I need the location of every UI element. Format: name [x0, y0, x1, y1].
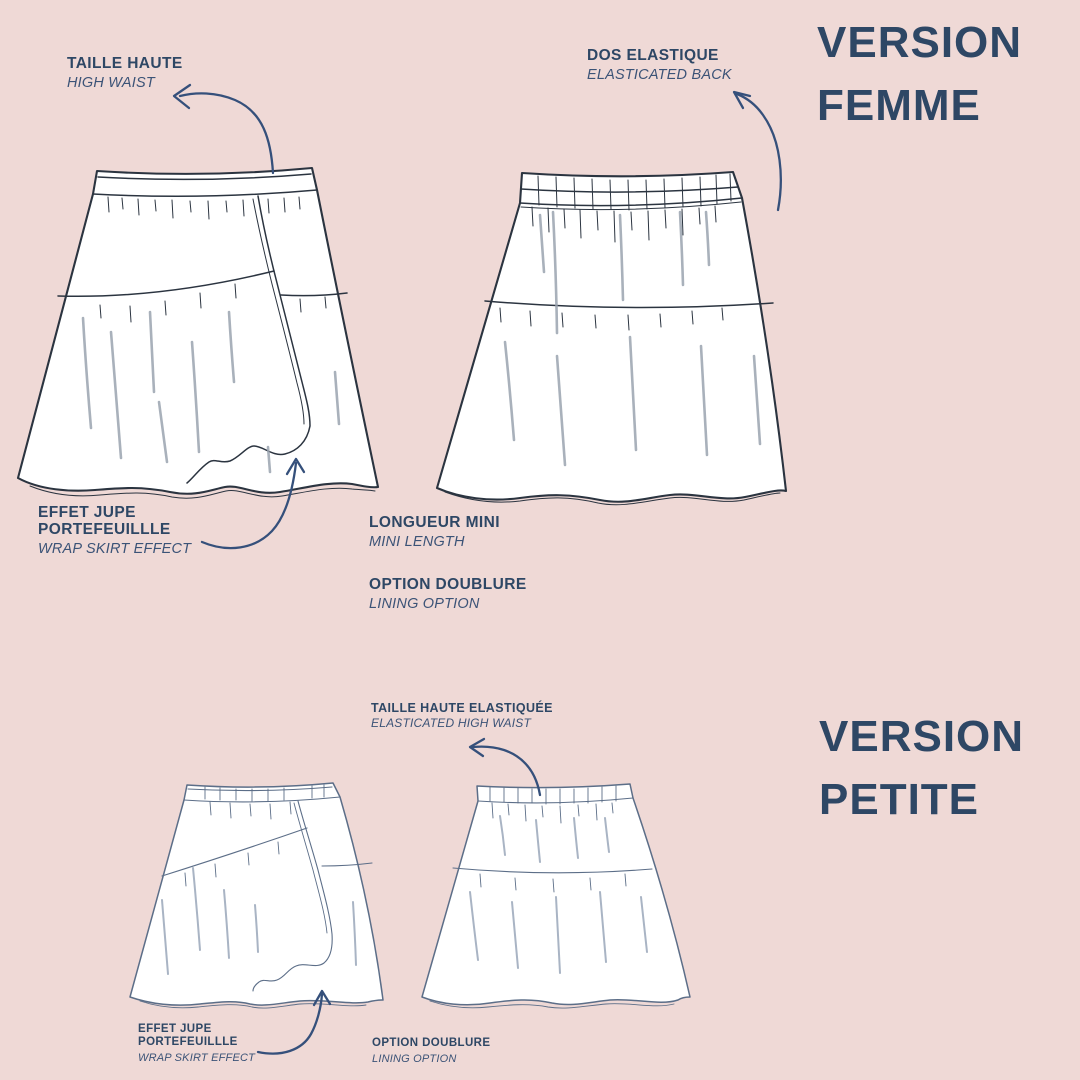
- label-effet-jupe-petite: [138, 1023, 255, 1064]
- label-taille-haute-elastiquee-en: ELASTICATED HIGH WAIST: [371, 716, 531, 730]
- label-effet-jupe-femme-fr2: PORTEFEUILLLE: [38, 521, 171, 538]
- version-femme-title-line1: VERSION: [817, 18, 1023, 67]
- version-petite-title-line2: PETITE: [819, 775, 980, 824]
- label-effet-jupe-femme-fr1: EFFET JUPE: [38, 504, 136, 521]
- label-effet-jupe-femme: [38, 504, 191, 557]
- label-longueur-mini-fr: LONGUEUR MINI: [369, 514, 500, 531]
- label-option-doublure-femme: [369, 576, 527, 612]
- label-taille-haute-elastiquee: [371, 701, 553, 730]
- label-effet-jupe-petite-en: WRAP SKIRT EFFECT: [138, 1052, 256, 1064]
- femme-front-skirt-drawing: [18, 168, 378, 498]
- label-dos-elastique-fr: DOS ELASTIQUE: [587, 47, 719, 64]
- label-effet-jupe-petite-fr2: PORTEFEUILLLE: [138, 1036, 238, 1048]
- version-femme-title: [817, 11, 1022, 137]
- version-petite-title: [819, 705, 1024, 831]
- label-option-doublure-petite-en: LINING OPTION: [372, 1053, 457, 1065]
- label-dos-elastique-en: ELASTICATED BACK: [587, 67, 732, 83]
- label-option-doublure-petite: [372, 1037, 490, 1065]
- petite-front-skirt-drawing: [130, 783, 383, 1008]
- femme-back-skirt-drawing: [437, 172, 786, 505]
- label-taille-haute-fr: TAILLE HAUTE: [67, 55, 183, 72]
- version-femme-title-line2: FEMME: [817, 81, 981, 130]
- label-option-doublure-petite-fr: OPTION DOUBLURE: [372, 1037, 491, 1049]
- label-option-doublure-femme-fr: OPTION DOUBLURE: [369, 576, 527, 593]
- label-longueur-mini: [369, 514, 500, 550]
- label-dos-elastique: [587, 47, 732, 83]
- label-longueur-mini-en: MINI LENGTH: [369, 534, 465, 550]
- arrow-dos-elastique: [737, 94, 781, 210]
- label-effet-jupe-petite-fr1: EFFET JUPE: [138, 1023, 212, 1035]
- arrow-taille-haute: [180, 93, 273, 173]
- petite-back-skirt-drawing: [422, 784, 690, 1008]
- label-taille-haute-en: HIGH WAIST: [67, 75, 155, 91]
- label-taille-haute-elastiquee-fr: TAILLE HAUTE ELASTIQUÉE: [371, 701, 553, 715]
- label-taille-haute: [67, 55, 183, 91]
- label-option-doublure-femme-en: LINING OPTION: [369, 596, 480, 612]
- version-petite-title-line1: VERSION: [819, 712, 1025, 761]
- label-effet-jupe-femme-en: WRAP SKIRT EFFECT: [38, 541, 192, 557]
